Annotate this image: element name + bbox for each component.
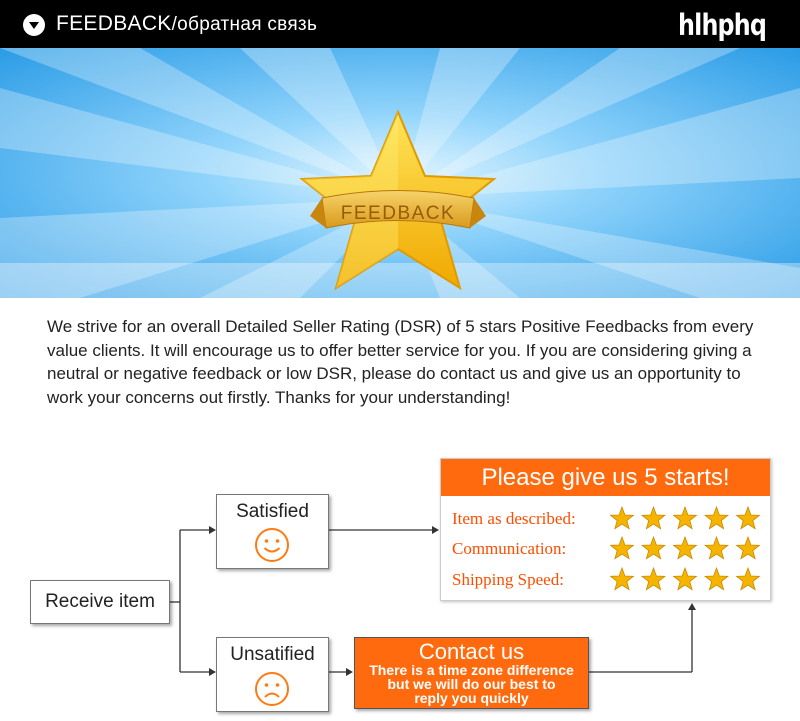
contact-line: There is a time zone difference <box>369 662 574 678</box>
star-icon <box>674 507 697 529</box>
title-main: FEEDBACK <box>56 12 172 35</box>
star-icon <box>737 507 760 529</box>
star-icon <box>642 568 665 590</box>
rating-row-label: Shipping Speed: <box>452 570 564 589</box>
ribbon-text: FEEDBACK <box>340 203 456 224</box>
rating-panel-header: Please give us 5 starts! <box>441 459 770 496</box>
brand-logo: hlhphq <box>678 8 767 42</box>
unsatisfied-box <box>216 637 329 712</box>
star-rating <box>610 566 770 599</box>
sad-face-icon <box>254 671 290 707</box>
intro-paragraph: We strive for an overall Detailed Seller Rating (DSR) of 5 stars Positive Feedbacks from every value clients. It will encourage us to offer better service for you. If you are considering giving a neutral or negative feedback or low DSR, please do contact us and give us an opportunity to work your concerns out firstly. Thanks for your understanding! <box>47 317 754 407</box>
star-icon <box>674 568 697 590</box>
rating-row-label: Communication: <box>452 539 567 558</box>
star-rating <box>610 535 770 568</box>
contact-line: but we will do our best to <box>387 676 556 692</box>
star-icon <box>611 537 634 559</box>
star-icon <box>705 507 728 529</box>
satisfied-box <box>216 494 329 569</box>
star-icon <box>642 537 665 559</box>
star-icon <box>737 568 760 590</box>
star-rating <box>610 505 770 538</box>
satisfied-label: Satisfied <box>236 501 309 522</box>
star-icon <box>737 537 760 559</box>
rating-panel <box>440 458 771 601</box>
star-icon <box>611 507 634 529</box>
contact-title: Contact us <box>418 639 525 664</box>
star-icon <box>611 568 634 590</box>
receive-item-box <box>30 580 170 624</box>
star-icon <box>674 537 697 559</box>
unsatisfied-label: Unsatified <box>230 644 315 665</box>
rating-row-label: Item as described: <box>452 509 576 528</box>
star-icon <box>705 537 728 559</box>
contact-us-box[interactable] <box>354 637 589 709</box>
receive-item-label: Receive item <box>45 591 155 612</box>
contact-line: reply you quickly <box>414 690 529 706</box>
star-icon <box>642 507 665 529</box>
title-sub: /обратная связь <box>171 14 318 35</box>
smile-icon <box>254 527 290 563</box>
star-icon <box>705 568 728 590</box>
